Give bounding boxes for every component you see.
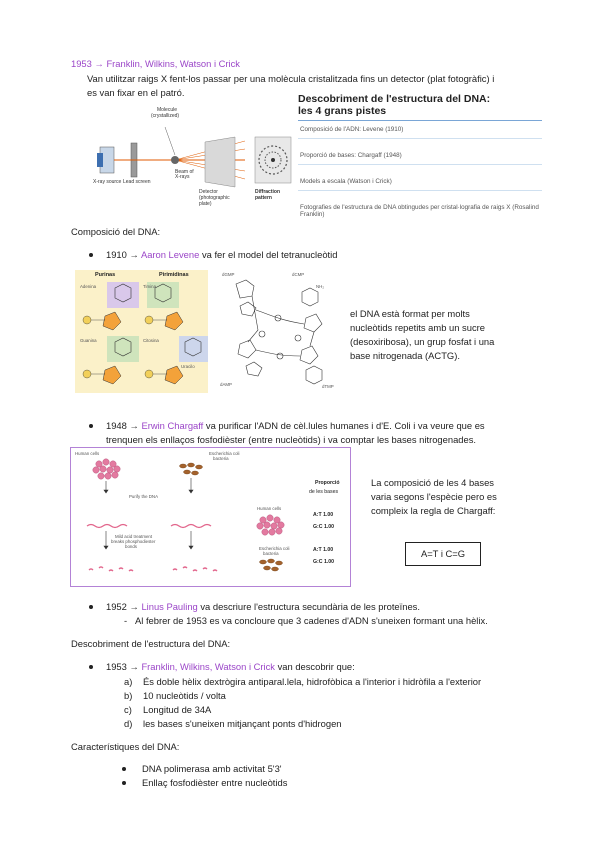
label-uracilo: Uracilo bbox=[181, 364, 195, 369]
tracks-item-1: Composició de l'ADN: Levene (1910) bbox=[298, 121, 542, 139]
char-heading: Característiques del DNA: bbox=[71, 741, 180, 752]
label-purify: Purify the DNA bbox=[129, 494, 159, 499]
levene-year: 1910 → bbox=[106, 249, 139, 260]
label-adenina: Adenina bbox=[80, 284, 97, 289]
chargaff-line2: trenquen els enllaços fosfodièster (entre nucleòtids) i va comptar les bases nitrogenades. bbox=[106, 434, 476, 445]
chargaff-line1 bbox=[106, 420, 485, 431]
pauling-name: Linus Pauling bbox=[141, 601, 198, 612]
label-purinas: Purinas bbox=[95, 272, 116, 278]
label-timina: Timina bbox=[143, 284, 157, 289]
levene-line bbox=[106, 249, 337, 260]
label-guanina: Guanina bbox=[80, 338, 97, 343]
tracks-title2: les 4 grans pistes bbox=[298, 105, 387, 117]
tetranucleotide-figure bbox=[218, 270, 343, 395]
comp-heading: Composició del DNA: bbox=[71, 226, 161, 237]
dna-text-line3: (desoxiribosa), un grup fosfat i una bbox=[350, 336, 495, 347]
label-bacteria-2: bacteria bbox=[263, 551, 279, 556]
watson-item-c-label: c) bbox=[124, 704, 132, 715]
tracks-item-3: Models a escala (Watson i Crick) bbox=[298, 165, 542, 191]
watson-item-a bbox=[124, 676, 481, 687]
watson-item-a-label: a) bbox=[124, 676, 133, 687]
label-pirimidinas: Pirimidinas bbox=[159, 272, 189, 278]
bullet-char-1 bbox=[122, 767, 126, 771]
watson-item-d bbox=[124, 718, 342, 729]
label-citosina: Citosina bbox=[143, 338, 159, 343]
label-plate: (photographic bbox=[199, 195, 230, 201]
chargaff-rest1: va purificar l'ADN de cèl.lules humanes i d'E. Coli i va veure que es bbox=[205, 420, 485, 431]
bullet-pauling bbox=[89, 605, 93, 609]
sec1-text-line1: Van utilitzar raigs X fent-los passar per una molècula cristalitzada fins un detector (plat fotogràfic) i bbox=[87, 73, 495, 84]
label-damp: dAMP bbox=[220, 382, 232, 387]
ratio-at-ecoli: A:T 1.00 bbox=[313, 547, 334, 553]
dna-text-line4: base nitrogenada (ACTG). bbox=[350, 350, 460, 361]
dna-text-line2: nucleòtids repetits amb un sucre bbox=[350, 322, 485, 333]
label-de-les-bases: de les bases bbox=[309, 489, 339, 495]
sec1-year: 1953 → bbox=[71, 58, 104, 69]
ratio-at-human: A:T 1.00 bbox=[313, 512, 334, 518]
watson-rest: van descobrir que: bbox=[277, 661, 355, 672]
watson-item-c-text: Longitud de 34A bbox=[143, 704, 212, 715]
pauling-year: 1952 → bbox=[106, 601, 139, 612]
label-xray-source: X-ray source bbox=[93, 179, 122, 185]
xray-diffraction-figure bbox=[95, 107, 295, 212]
tracks-title1: Descobriment de l'estructura del DNA: bbox=[298, 93, 491, 105]
dna-text-line1: el DNA està format per molts bbox=[350, 308, 470, 319]
chargaff-rule-box: A=T i C=G bbox=[405, 542, 481, 566]
label-escherichia: Escherichia coli bbox=[209, 451, 240, 456]
pauling-sub: - Al febrer de 1953 es va concloure que 3 cadenes d'ADN s'uneixen formant una hèlix. bbox=[124, 615, 488, 626]
pauling-rest: va descriure l'estructura secundària de les proteïnes. bbox=[200, 601, 420, 612]
watson-item-c bbox=[124, 704, 211, 715]
label-molecule: Molecule bbox=[157, 107, 178, 113]
label-xrays: X-rays bbox=[175, 174, 190, 180]
bullet-chargaff bbox=[89, 424, 93, 428]
label-dcmp: dCMP bbox=[292, 272, 305, 277]
label-human-cells-2: Human cells bbox=[257, 506, 282, 511]
label-beam: Beam of bbox=[175, 169, 194, 175]
label-treatment3: bonds bbox=[125, 544, 137, 549]
watson-item-b-text: 10 nucleòtids / volta bbox=[143, 690, 226, 701]
label-crystallized: (crystallized) bbox=[151, 113, 180, 119]
bases-figure bbox=[75, 270, 208, 393]
tracks-item-2: Proporció de bases: Chargaff (1948) bbox=[298, 139, 542, 165]
char-item-1: DNA polimerasa amb activitat 5'3' bbox=[142, 763, 282, 774]
levene-name: Aaron Levene bbox=[140, 249, 200, 260]
watson-item-d-text: les bases s'uneixen mitjançant ponts d'hidrogen bbox=[143, 718, 342, 729]
watson-year: 1953 → bbox=[106, 661, 139, 672]
sec1-heading bbox=[71, 58, 240, 69]
pauling-sub-text: Al febrer de 1953 es va concloure que 3 cadenes d'ADN s'uneixen formant una hèlix. bbox=[135, 615, 488, 626]
label-treatment2: breaks phosphodiester bbox=[111, 539, 156, 544]
tetranucleotide-diagram bbox=[218, 270, 343, 395]
desc-heading: Descobriment de l'estructura del DNA: bbox=[71, 638, 231, 649]
label-dtmp: dTMP bbox=[322, 384, 334, 389]
label-bacteria: bacteria bbox=[213, 456, 229, 461]
watson-name: Franklin, Wilkins, Watson i Crick bbox=[141, 661, 275, 672]
char-item-2: Enllaç fosfodièster entre nucleòtids bbox=[142, 777, 288, 788]
label-lead-screen: Lead screen bbox=[123, 179, 151, 185]
chargaff-name: Erwin Chargaff bbox=[141, 420, 204, 431]
label-detector: Detector bbox=[199, 189, 218, 195]
ratio-gc-ecoli: G:C 1.00 bbox=[313, 559, 335, 565]
label-nh2: NH₂ bbox=[316, 284, 325, 289]
label-dgmp: dGMP bbox=[222, 272, 235, 277]
chargaff-figure bbox=[70, 447, 351, 587]
bullet-watson bbox=[89, 665, 93, 669]
pauling-line bbox=[106, 601, 420, 612]
label-proportion: Proporció bbox=[315, 480, 340, 486]
chargaff-diagram bbox=[71, 448, 349, 585]
sec1-names: Franklin, Wilkins, Watson i Crick bbox=[106, 58, 240, 69]
chargaff-text-line1: La composició de les 4 bases bbox=[371, 477, 494, 488]
label-ecoli-2: Escherichia coli bbox=[259, 546, 290, 551]
label-plate2: plate) bbox=[199, 201, 212, 207]
label-pattern: pattern bbox=[255, 195, 272, 201]
levene-rest: va fer el model del tetranucleòtid bbox=[201, 249, 338, 260]
label-human-cells: Human cells bbox=[75, 451, 100, 456]
watson-item-d-label: d) bbox=[124, 718, 133, 729]
ratio-gc-human: G:C 1.00 bbox=[313, 524, 335, 530]
bullet-levene bbox=[89, 253, 93, 257]
chargaff-year: 1948 → bbox=[106, 420, 139, 431]
chargaff-text-line2: varia segons l'espècie pero es bbox=[371, 491, 497, 502]
watson-line bbox=[106, 661, 355, 672]
watson-item-b bbox=[124, 690, 226, 701]
chargaff-text-line3: compleix la regla de Chargaff: bbox=[371, 505, 496, 516]
bullet-char-2 bbox=[122, 781, 126, 785]
sec1-text-line2: es van fixar en el patró. bbox=[87, 87, 185, 98]
watson-item-b-label: b) bbox=[124, 690, 133, 701]
tracks-panel bbox=[298, 93, 542, 218]
watson-item-a-text: És doble hèlix dextrògira antiparal.lela, hidrofòbica a l'interior i hidròfila a l'exterior bbox=[143, 676, 482, 687]
label-treatment1: Mild acid treatment bbox=[115, 534, 153, 539]
tracks-item-4: Fotografies de l'estructura de DNA obtingudes per cristal·lografia de raigs X (Rosalind Franklin) bbox=[300, 204, 539, 218]
bases-diagram bbox=[75, 280, 208, 393]
label-diffraction: Diffraction bbox=[255, 189, 280, 195]
